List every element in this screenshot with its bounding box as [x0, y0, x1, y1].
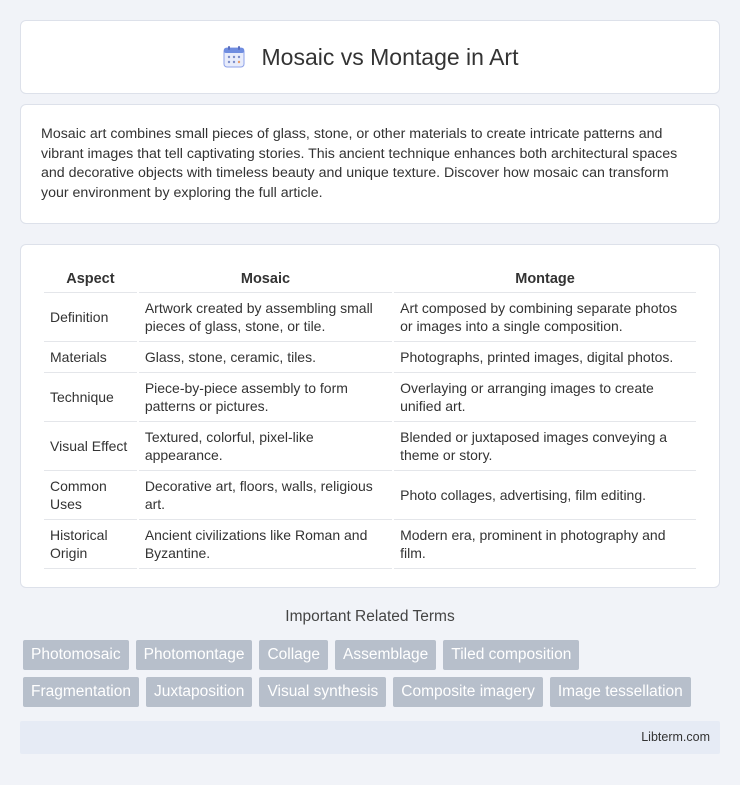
tag-tiled-composition[interactable]: Tiled composition	[443, 640, 579, 670]
related-terms	[23, 640, 723, 714]
cell-mosaic: Ancient civilizations like Roman and Byzantine.	[139, 520, 392, 569]
cell-mosaic: Glass, stone, ceramic, tiles.	[139, 342, 392, 373]
page-title: Mosaic vs Montage in Art	[261, 43, 519, 70]
cell-aspect: Common Uses	[44, 471, 137, 520]
tag-image-tessellation[interactable]: Image tessellation	[550, 677, 691, 707]
table-row	[44, 373, 696, 422]
related-terms-title: Important Related Terms	[285, 608, 455, 625]
footer	[20, 721, 720, 754]
cell-mosaic: Piece-by-piece assembly to form patterns or pictures.	[139, 373, 392, 422]
header-aspect: Aspect	[44, 265, 137, 293]
tag-collage[interactable]: Collage	[259, 640, 328, 670]
footer-site-link[interactable]: Libterm.com	[641, 730, 710, 744]
intro-card	[20, 104, 720, 224]
title-wrap	[222, 44, 519, 71]
cell-montage: Photographs, printed images, digital photos.	[394, 342, 696, 373]
tag-assemblage[interactable]: Assemblage	[335, 640, 436, 670]
tag-photomontage[interactable]: Photomontage	[136, 640, 253, 670]
cell-montage: Overlaying or arranging images to create unified art.	[394, 373, 696, 422]
table-row	[44, 471, 696, 520]
table-row	[44, 520, 696, 569]
calendar-icon	[222, 45, 246, 69]
cell-aspect: Definition	[44, 293, 137, 342]
comparison-card	[20, 244, 720, 588]
cell-montage: Art composed by combining separate photos or images into a single composition.	[394, 293, 696, 342]
tag-composite-imagery[interactable]: Composite imagery	[393, 677, 543, 707]
tag-row	[23, 640, 723, 670]
cell-montage: Modern era, prominent in photography and film.	[394, 520, 696, 569]
cell-mosaic: Decorative art, floors, walls, religious art.	[139, 471, 392, 520]
table-row	[44, 293, 696, 342]
cell-montage: Photo collages, advertising, film editing.	[394, 471, 696, 520]
intro-paragraph: Mosaic art combines small pieces of glass, stone, or other materials to create intricate patterns and vibrant images that tell captivating stories. This ancient technique enhances both architectural spaces and decorative objects with timeless beauty and unique texture. Discover how mosaic can transform your environment by exploring the full article.	[41, 126, 678, 201]
tag-visual-synthesis[interactable]: Visual synthesis	[259, 677, 386, 707]
cell-montage: Blended or juxtaposed images conveying a theme or story.	[394, 422, 696, 471]
comparison-table	[42, 265, 698, 569]
tag-row	[23, 677, 723, 707]
table-row	[44, 342, 696, 373]
tag-juxtaposition[interactable]: Juxtaposition	[146, 677, 252, 707]
tag-photomosaic[interactable]: Photomosaic	[23, 640, 129, 670]
tag-fragmentation[interactable]: Fragmentation	[23, 677, 139, 707]
cell-aspect: Historical Origin	[44, 520, 137, 569]
cell-aspect: Visual Effect	[44, 422, 137, 471]
cell-aspect: Technique	[44, 373, 137, 422]
header-mosaic: Mosaic	[139, 265, 392, 293]
header-card	[20, 20, 720, 94]
table-row	[44, 422, 696, 471]
cell-aspect: Materials	[44, 342, 137, 373]
cell-mosaic: Textured, colorful, pixel-like appearance.	[139, 422, 392, 471]
table-header-row	[44, 265, 696, 293]
header-montage: Montage	[394, 265, 696, 293]
cell-mosaic: Artwork created by assembling small pieces of glass, stone, or tile.	[139, 293, 392, 342]
